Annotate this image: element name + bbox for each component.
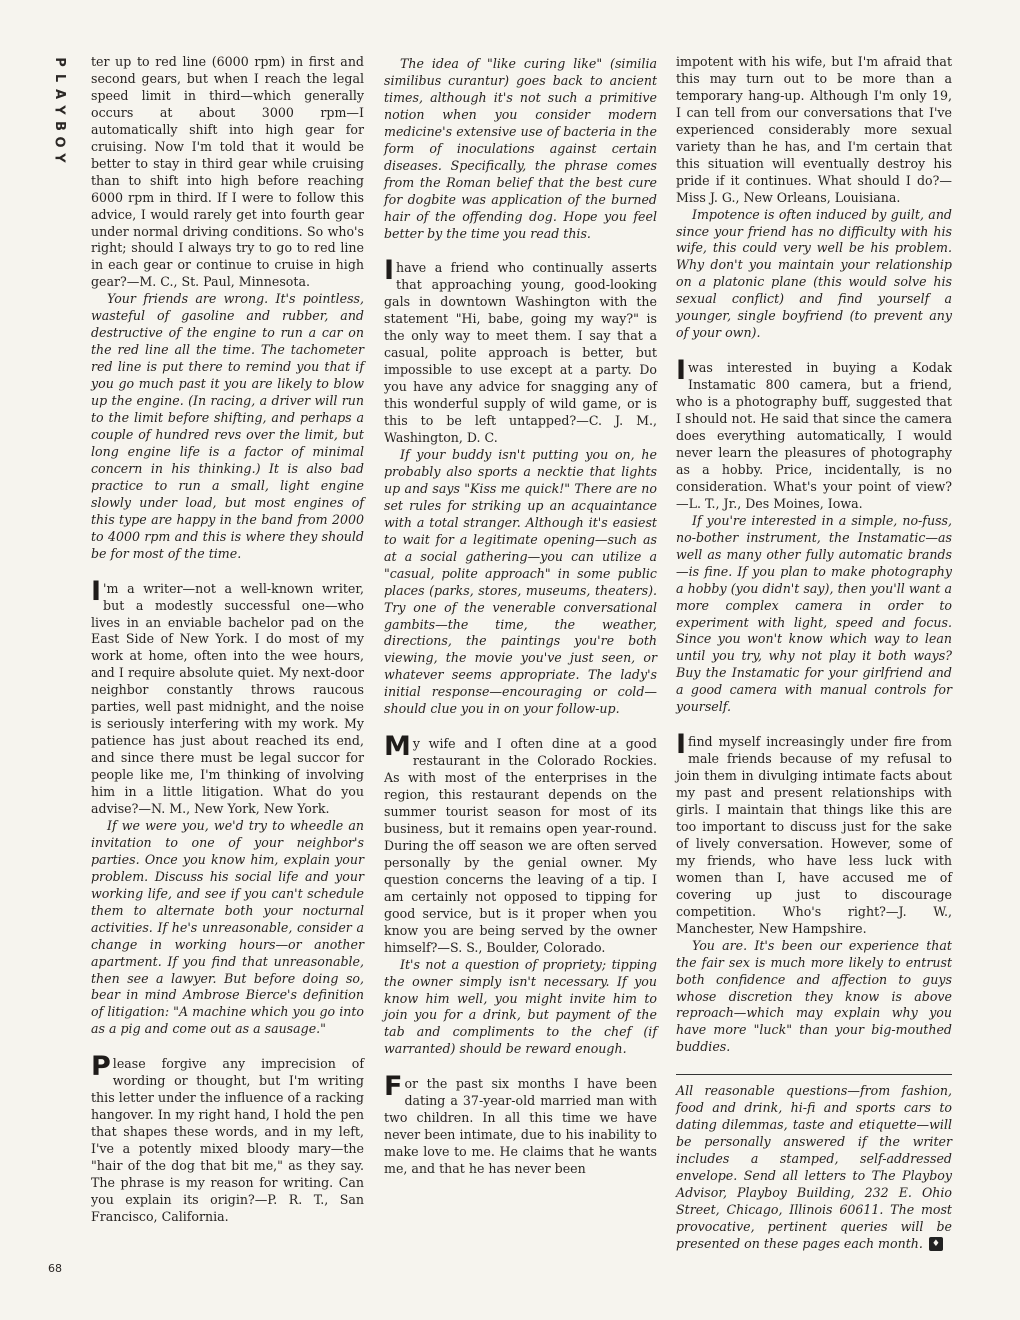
page-number: 68 — [48, 1262, 62, 1275]
letter-6 — [384, 1071, 657, 1178]
dropcap: I — [676, 729, 687, 761]
letter-4-text: have a friend who continually asserts that approaching young, good-looking gals in downtown Washington with the statement "Hi, babe, going my way?" is the only way to meet them. I say that a casual, polite approach is better, but impossible to use except at a party. Do you have any advice for snagging any of this wonderful supply of wild game, or is this to be left untapped?—C. J. M., Washington, D. C. — [384, 260, 657, 446]
letter-2 — [91, 575, 364, 818]
answer-6-text: Impotence is often induced by guilt, and since your friend has no difficulty with his wife, this could very well be his problem. Why don't you maintain your relationship on a platonic plane (this would solve his sexual conflict) and find yourself a younger, single boyfriend (to prevent any of your own). — [676, 206, 952, 341]
column-2 — [384, 56, 657, 1178]
column-1 — [91, 54, 364, 1226]
letter-2-text: 'm a writer—not a well-known writer, but a modestly successful one—who lives in an enviable bachelor pad on the East Side of New York. I do most of my work at home, often into the wee hours, and I require absolute quiet. My next-door neighbor constantly throws raucous parties, well past midnight, and the noise is seriously interfering with my work. My patience has just about reached its end, and since there must be legal succor for people like me, I'm thinking of involving him in a little litigation. What do you advise?—N. M., New York, New York. — [91, 580, 364, 816]
magazine-name-letter: B — [51, 121, 67, 131]
answer-1-text: Your friends are wrong. It's pointless, wasteful of gasoline and rubber, and destructive of the engine to run a car on the red line all the time. The tachometer red line is put there to remind you that if you go much past it you are likely to blow up the engine. (In racing, a driver will run to the limit before shifting, and perhaps a couple of hundred revs over the limit, but long engine life is a factor of minimal concern in his thinking.) It is also bad practice to run a small, light engine slowly under load, but most engines of this type are happy in the band from 2000 to 4000 rpm and this is where they should be for most of the time. — [91, 291, 364, 561]
letter-8 — [676, 729, 952, 937]
answer-7-text: If you're interested in a simple, no-fuss, no-bother instrument, the Instamatic—as well as many other fully automatic brands—is fine. If you plan to make photography a hobby (you didn't say), then you'll want a more complex camera in order to experiment with light, speed and focus. Since you won't know which way to lean until you try, why not play it both ways? Buy the Instamatic for your girlfriend and a good camera with manual controls for yourself. — [676, 512, 952, 715]
answer-8-text: You are. It's been our experience that the fair sex is much more likely to entrust both confidence and affection to guys whose discretion they know is above reproach—which may explain why you have more "luck" than your big-mouthed buddies. — [676, 937, 952, 1055]
magazine-name-letter: A — [52, 88, 67, 100]
letter-6-continued: impotent with his wife, but I'm afraid that this may turn out to be more than a temporary hang-up. Although I'm only 19, I can tell from our conversations that I've experienced considerably more sexual variety than he has, and I'm certain that this situation will eventually destroy his pride if it continues. What should I do?—Miss J. G., New Orleans, Louisiana. — [676, 54, 952, 205]
dropcap: F — [384, 1071, 403, 1103]
dropcap: P — [91, 1051, 111, 1083]
letter-7 — [676, 355, 952, 513]
answer-2-text: If we were you, we'd try to wheedle an invitation to one of your neighbor's parties. Once you know him, explain your problem. Discuss his social life and your working life, and see if you can't schedule them to alternate both your nocturnal activities. If he's unreasonable, consider a change in working hours—or another apartment. If you find that unreasonable, then see a lawyer. But before doing so, bear in mind Ambrose Bierce's definition of litigation: "A machine which you go into as a pig and come out as a sausage." — [91, 817, 364, 1037]
dropcap: I — [91, 575, 102, 607]
dropcap: I — [384, 255, 395, 287]
magazine-name-letter: O — [52, 136, 67, 148]
answer-4-text: If your buddy isn't putting you on, he probably also sports a necktie that lights up and says "Kiss me quick!" There are no set rules for striking up an acquaintance with a total stranger. Although it's easiest to wait for a legitimate opening—such as at a social gathering—you can utilize a "casual, polite approach" in some public places (parks, stores, museums, theaters). Try one of the venerable conversational gambits—the time, the weather, directions, the paintings you're both viewing, the movie you've just seen, or whatever seems appropriate. The lady's initial response—encouraging or cold—should clue you in on your follow-up. — [384, 446, 657, 717]
dropcap: I — [676, 355, 687, 387]
letter-7-text: was interested in buying a Kodak Instamatic 800 camera, but a friend, who is a photography buff, suggested that I should not. He said that since the camera does everything automatically, I would never learn the pleasures of photography as a hobby. Price, incidentally, is no consideration. What's your point of view?—L. T., Jr., Des Moines, Iowa. — [676, 360, 952, 511]
letter-1-text: ter up to red line (6000 rpm) in first and second gears, but when I reach the legal speed limit in third—which generally occurs at about 3000 rpm—I automatically shift into high gear for cruising. Now I'm told that it would be better to stay in third gear while cruising than to shift into high before reaching 6000 rpm in third. If I were to follow this advice, I would rarely get into fourth gear under normal driving conditions. So who's right; should I always try to go to red line in each gear or continue to cruise in high gear?—M. C., St. Paul, Minnesota. — [91, 54, 364, 290]
magazine-name-vertical — [48, 54, 70, 166]
letter-4 — [384, 255, 657, 446]
column-3 — [676, 54, 952, 1253]
advisor-footer-text: All reasonable questions—from fashion, food and drink, hi-fi and sports cars to dating dilemmas, taste and etiquette—will be personally answered if the writer includes a stamped, self-addressed envelope. Send all letters to The Playboy Advisor, Playboy Building, 232 E. Ohio Street, Chicago, Illinois 60611. The most provocative, pertinent queries will be presented on these pages each month. — [676, 1083, 952, 1251]
letter-3 — [91, 1051, 364, 1226]
magazine-name-letter: P — [52, 57, 67, 67]
rabbit-head-icon: ♦ — [929, 1237, 943, 1251]
divider — [676, 1074, 952, 1075]
magazine-name-letter: Y — [51, 153, 67, 163]
magazine-name-letter: L — [51, 73, 67, 83]
answer-3-text: The idea of "like curing like" (similia similibus curantur) goes back to ancient times, although it's not such a primitive notion when you consider modern medicine's extensive use of bacteria in the form of inoculations against certain diseases. Specifically, the phrase comes from the Roman belief that the best cure for dogbite was application of the burned hair of the offending dog. Hope you feel better by the time you read this. — [384, 56, 657, 241]
letter-5 — [384, 731, 657, 956]
letter-6-text: or the past six months I have been dating a 37-year-old married man with two children. In all this time we have never been intimate, due to his inability to make love to me. He claims that he wants me, and that he has never been — [384, 1076, 657, 1177]
advisor-footer-note — [676, 1083, 952, 1253]
magazine-name-letter: Y — [51, 105, 67, 115]
dropcap: M — [384, 731, 411, 763]
letter-3-text: lease forgive any imprecision of wording or thought, but I'm writing this letter under the influence of a racking hangover. In my right hand, I hold the pen that shapes these words, and in my left, I've a potently mixed bloody mary—the "hair of the dog that bit me," as they say. The phrase is my reason for writing. Can you explain its origin?—P. R. T., San Francisco, California. — [91, 1056, 364, 1224]
letter-5-text: y wife and I often dine at a good restaurant in the Colorado Rockies. As with most of the enterprises in the region, this restaurant depends on the summer tourist season for most of its business, but it remains open year-round. During the off season we are often served personally by the genial owner. My question concerns the leaving of a tip. I am certainly not opposed to tipping for good service, but is it proper when you know you are being served by the owner himself?—S. S., Boulder, Colorado. — [384, 736, 657, 955]
letter-8-text: find myself increasingly under fire from male friends because of my refusal to join them in divulging intimate facts about my past and present relationships with girls. I maintain that things like this are too important to discuss just for the sake of lively conversation. However, some of my friends, who have less luck with women than I, have accused me of covering up just to discourage competition. Who's right?—J. W., Manchester, New Hampshire. — [676, 734, 952, 936]
answer-5-text: It's not a question of propriety; tipping the owner simply isn't necessary. If you know him well, you might invite him to join you for a drink, but payment of the tab and compliments to the chef (if warranted) should be reward enough. — [384, 956, 657, 1057]
